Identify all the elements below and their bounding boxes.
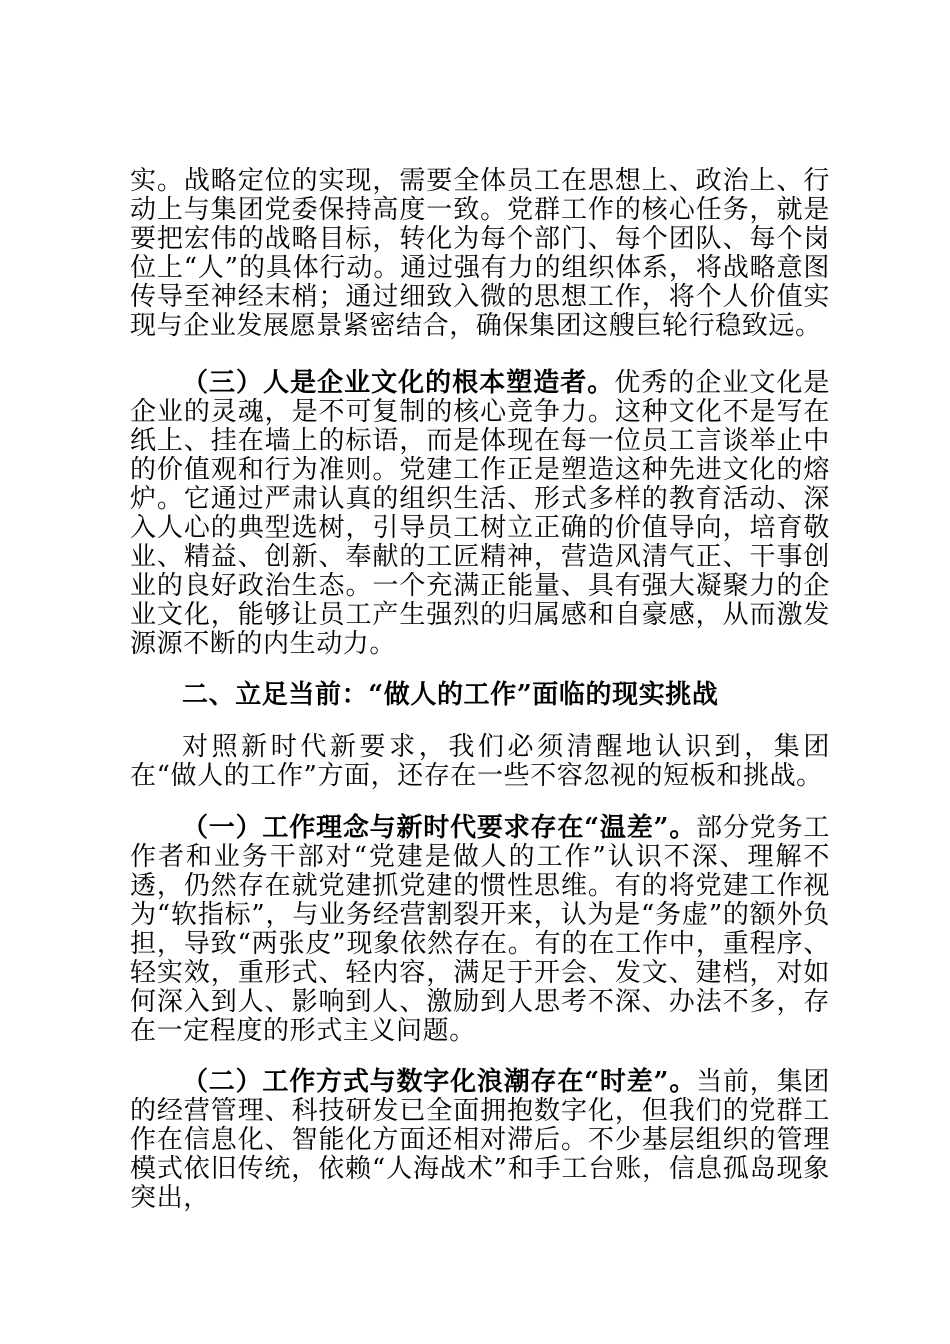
section-heading-challenges: 二、立足当前：“做人的工作”面临的现实挑战 xyxy=(182,680,719,710)
paragraph-strategy: 实。战略定位的实现，需要全体员工在思想上、政治上、行动上与集团党委保持高度一致。党群工作的核心任务，就是要把宏伟的战略目标，转化为每个部门、每个团队、每个岗位上“人”的具体行动。通过强有力的组织体系，将战略意图传导至神经末梢；通过细致入微的思想工作，将个人价值实现与企业发展愿景紧密结合，确保集团这艘巨轮行稳致远。 xyxy=(130,166,830,341)
paragraph-digital-gap-body: 当前，集团的经营管理、科技研发已全面拥抱数字化，但我们的党群工作在信息化、智能化方面还相对滞后。不少基层组织的管理模式依旧传统，依赖“人海战术”和手工台账，信息孤岛现象突出， xyxy=(130,1067,830,1213)
paragraph-concept-gap-heading: （一）工作理念与新时代要求存在“温差”。 xyxy=(182,813,697,843)
paragraph-digital-gap-heading: （二）工作方式与数字化浪潮存在“时差”。 xyxy=(182,1067,697,1097)
paragraph-concept-gap-body: 部分党务工作者和业务干部对“党建是做人的工作”认识不深、理解不透，仍然存在就党建抓党建的惯性思维。有的将党建工作视为“软指标”，与业务经营割裂开来，认为是“务虚”的额外负担，导致“两张皮”现象依然存在。有的在工作中，重程序、轻实效，重形式、轻内容，满足于开会、发文、建档，对如何深入到人、影响到人、激励到人思考不深、办法不多，存在一定程度的形式主义问题。 xyxy=(130,813,830,1046)
paragraph-concept-gap xyxy=(130,814,830,1046)
paragraph-culture xyxy=(130,369,830,659)
paragraph-intro: 对照新时代新要求，我们必须清醒地认识到，集团在“做人的工作”方面，还存在一些不容忽视的短板和挑战。 xyxy=(130,732,830,791)
paragraph-culture-body: 优秀的企业文化是企业的灵魂，是不可复制的核心竞争力。这种文化不是写在纸上、挂在墙上的标语，而是体现在每一位员工言谈举止中的价值观和行为准则。党建工作正是塑造这种先进文化的熔炉。它通过严肃认真的组织生活、形式多样的教育活动、深入人心的典型选树，引导员工树立正确的价值导向，培育敬业、精益、创新、奉献的工匠精神，营造风清气正、干事创业的良好政治生态。一个充满正能量、具有强大凝聚力的企业文化，能够让员工产生强烈的归属感和自豪感，从而激发源源不断的内生动力。 xyxy=(130,368,830,659)
paragraph-digital-gap xyxy=(130,1068,830,1213)
paragraph-culture-heading: （三）人是企业文化的根本塑造者。 xyxy=(182,368,615,398)
